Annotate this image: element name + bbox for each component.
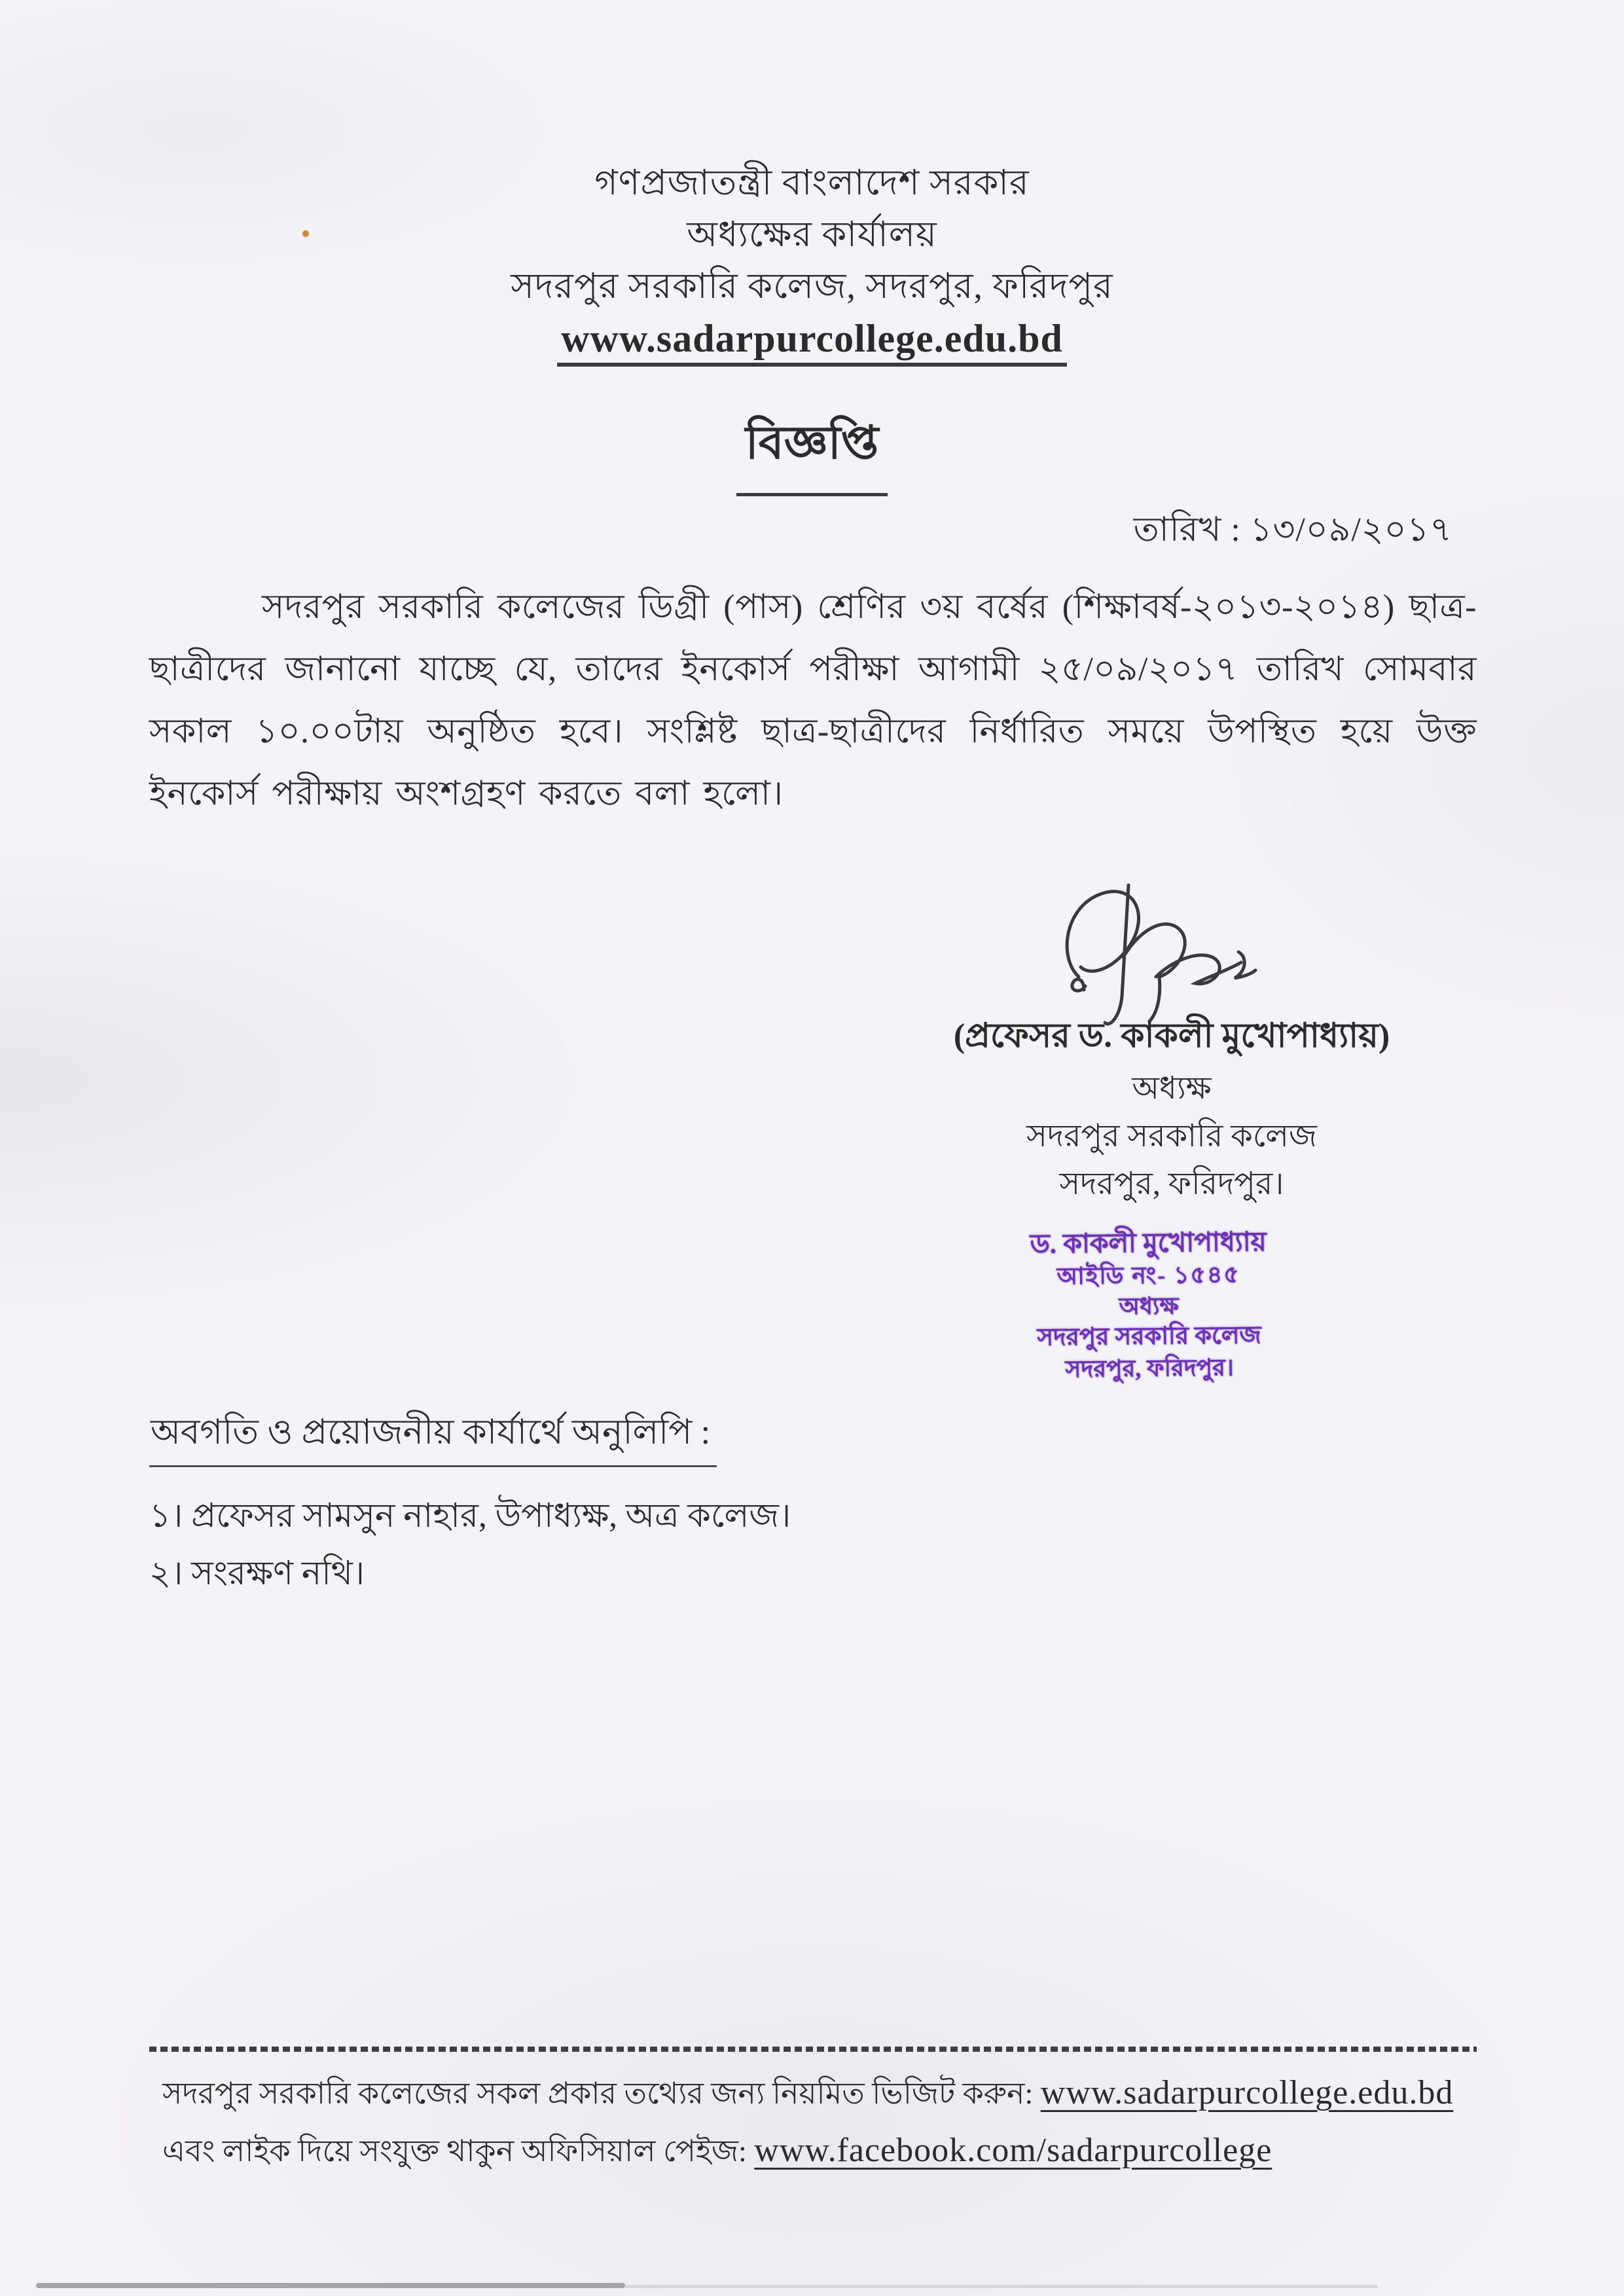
letterhead (0, 157, 1624, 367)
footer-visit-line (162, 2068, 1537, 2119)
notice-title: বিজ্ঞপ্তি (736, 407, 888, 496)
signer-organization: সদরপুর সরকারি কলেজ (1026, 1119, 1317, 1154)
footer-website-link: www.sadarpurcollege.edu.bd (1040, 2074, 1454, 2111)
stamp-name: ড. কাকলী মুখোপাধ্যায় (1030, 1226, 1267, 1259)
office-title: অধ্যক্ষের কার্যালয় (687, 215, 937, 254)
signer-title: অধ্যক্ষ (1132, 1071, 1212, 1106)
paper-speck (302, 230, 309, 237)
notice-body-paragraph: সদরপুর সরকারি কলেজের ডিগ্রী (পাস) শ্রেণির ৩য় বর্ষের (শিক্ষাবর্ষ-২০১৩-২০১৪) ছাত্র-ছাত্রীদের জানানো যাচ্ছে যে, তাদের ইনকোর্স পরীক্ষা আগামী ২৫/০৯/২০১৭ তারিখ সোমবার সকাল ১০.০০টায় অনুষ্ঠিত হবে। সংশ্লিষ্ট ছাত্র-ছাত্রীদের নির্ধারিত সময়ে উপস্থিত হয়ে উক্ত ইনকোর্স পরীক্ষায় অংশগ্রহণ করতে বলা হলো। (149, 589, 1477, 812)
signature-block (916, 1008, 1427, 1208)
government-title: গণপ্রজাতন্ত্রী বাংলাদেশ সরকার (594, 163, 1030, 202)
footer-dashed-separator (149, 2047, 1477, 2052)
scan-bottom-edge (36, 2283, 625, 2288)
footer-visit-text: সদরপুর সরকারি কলেজের সকল প্রকার তথ্যের জন্য নিয়মিত ভিজিট করুন: (162, 2077, 1034, 2110)
stamp-title: অধ্যক্ষ (1119, 1292, 1179, 1320)
notice-title-wrap (0, 407, 1624, 496)
stamp-id: আইডি নং- ১৫৪৫ (1056, 1261, 1240, 1290)
stamp-location: সদরপুর, ফরিদপুর। (1065, 1354, 1234, 1383)
footer-like-text: এবং লাইক দিয়ে সংযুক্ত থাকুন অফিসিয়াল পেইজ: (162, 2134, 747, 2168)
college-website-url: www.sadarpurcollege.edu.bd (557, 316, 1067, 367)
cc-item: ২। সংরক্ষণ নথি। (149, 1556, 365, 1592)
cc-heading: অবগতি ও প্রয়োজনীয় কার্যার্থে অনুলিপি : (149, 1409, 717, 1467)
signer-location: সদরপুর, ফরিদপুর। (1059, 1167, 1284, 1201)
footer-facebook-link: www.facebook.com/sadarpurcollege (754, 2132, 1272, 2169)
cc-item: ১। প্রফেসর সামসুন নাহার, উপাধ্যক্ষ, অত্র কলেজ। (149, 1498, 791, 1535)
footer-like-line (162, 2125, 1537, 2177)
college-name-line: সদরপুর সরকারি কলেজ, সদরপুর, ফরিদপুর (511, 266, 1113, 306)
signer-name: (প্রফেসর ড. কাকলী মুখোপাধ্যায়) (953, 1017, 1390, 1055)
notice-date: তারিখ : ১৩/০৯/২০১৭ (1133, 511, 1453, 549)
stamp-college: সদরপুর সরকারি কলেজ (1037, 1322, 1261, 1351)
cc-list (149, 1487, 791, 1603)
principal-stamp (952, 1224, 1346, 1386)
scan-bottom-edge-light (625, 2285, 1378, 2288)
